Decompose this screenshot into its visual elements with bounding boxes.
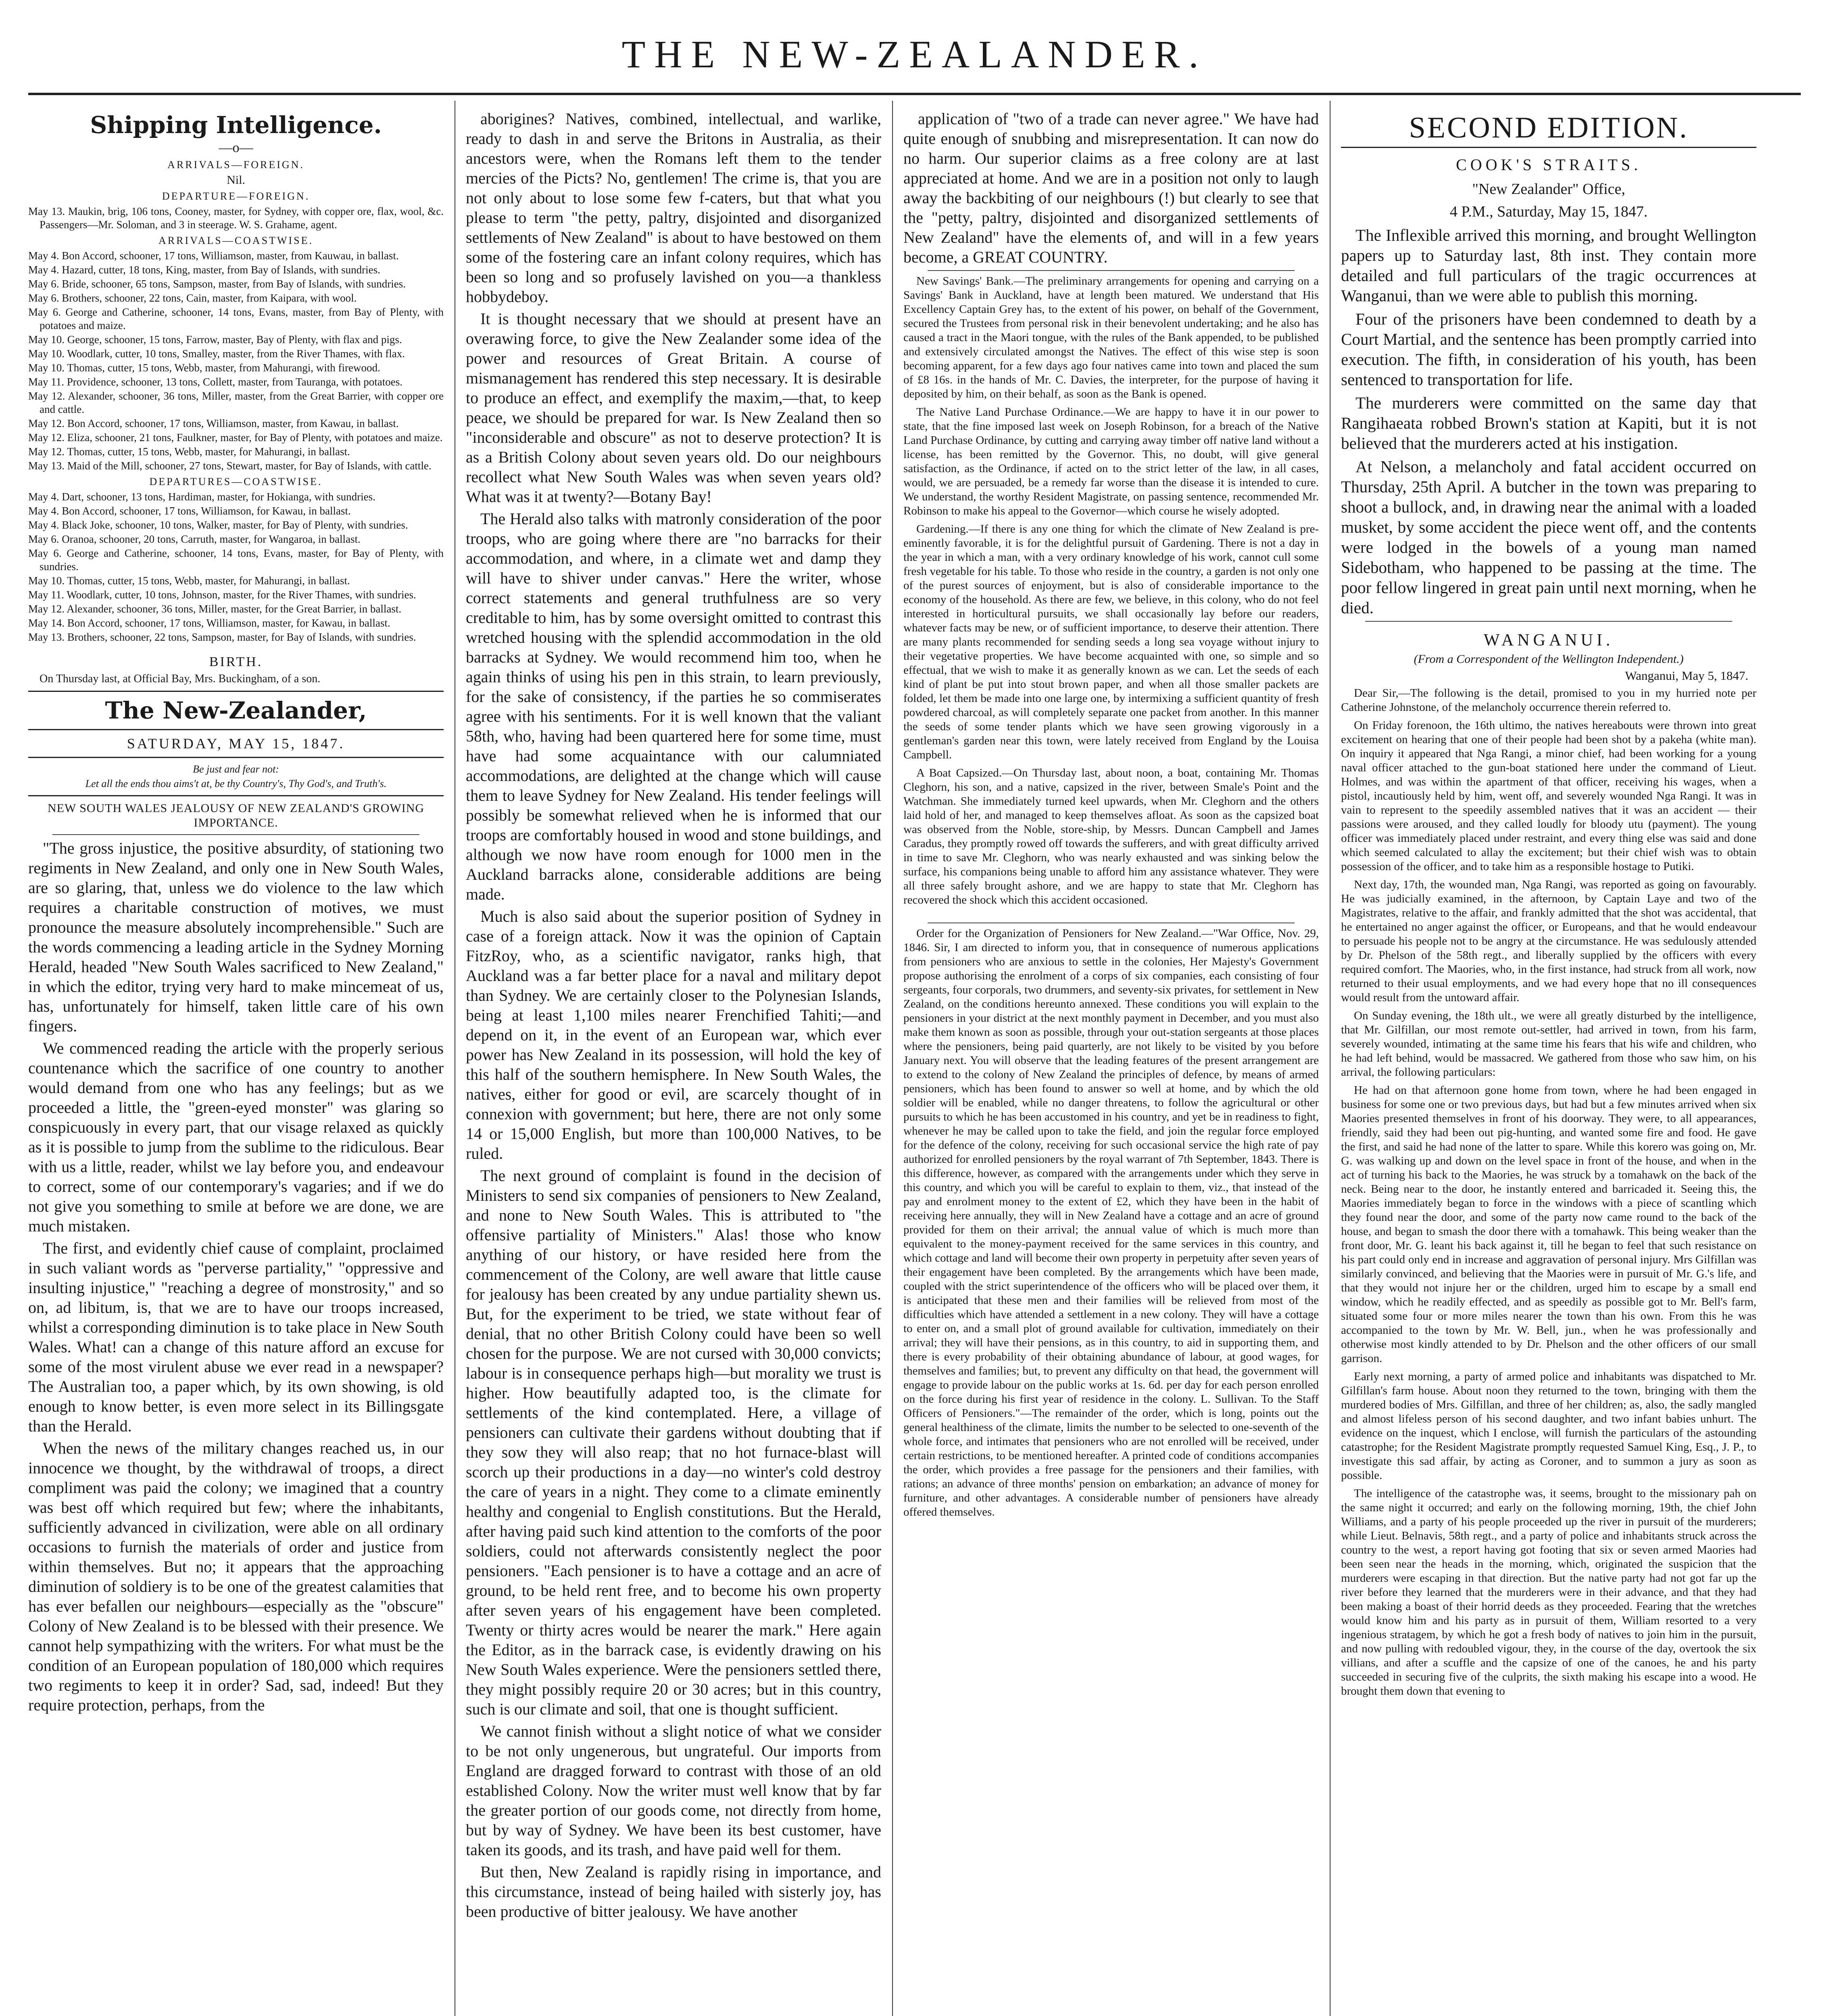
- arrivals-coastwise-list: [28, 249, 444, 473]
- arrivals-coastwise-label: ARRIVALS—COASTWISE.: [158, 235, 313, 246]
- article-paragraph: The next ground of complaint is found in the decision of Ministers to send six companies of pensioners to New Zealand, and none to New South Wales. This is attributed to "the offensive partiality of Ministers." Alas! those who know anything of our history, or have resided here from the commencement of the Colony, are well aware that little cause for jealousy has been created by any undue partiality shewn us. But, for the experiment to be tried, we state without fear of denial, that no other British Colony could have been so well chosen for the purpose. We are not cursed with 30,000 convicts; labour is in consequence perhaps high—but morality we trust is higher. How beautifully adapted too, is the climate for settlements of the kind contemplated. Here, a village of pensioners can cultivate their gardens without doubting that if they sow they will also reap; that no hot furnace-blast will scorch up their productions in a day—no winter's cold destroy the care of years in a night. They come to a climate eminently healthy and congenial to English constitutions. But the Herald, after having paid such kind attention to the comforts of the poor soldiers, could not afterwards consistently neglect the poor pensioners. "Each pensioner is to have a cottage and an acre of ground, to be held rent free, and to become his own property after seven years of his engagement have been completed. Twenty or thirty acres would be nearer the mark." Here again the Editor, as in the barrack case, is evidently drawing on his New South Wales experience. Were the pensioners settled there, they might possibly require 20 or 30 acres; but in this country, such is our climate and soil, that one is thought sufficient.: [466, 1166, 881, 1718]
- shipping-entry: May 11. Woodlark, cutter, 10 tons, Johnson, master, for the River Thames, with sundries.: [28, 589, 416, 601]
- wanganui-heading: WANGANUI.: [1483, 631, 1614, 650]
- second-edition-paragraph: At Nelson, a melancholy and fatal accident occurred on Thursday, 25th April. A butcher in the town was preparing to shoot a bullock, and, in drawing near the animal with a loaded musket, by some accident the piece went off, and the contents were lodged in the bowels of a young man named Sidebotham, who happened to be passing at the time. The poor fellow lingered in great pain until next morning, when he died.: [1341, 457, 1756, 617]
- shipping-entry: May 10. George, schooner, 15 tons, Farrow, master, Bay of Plenty, with flax and pigs.: [28, 333, 402, 346]
- shipping-entry: May 4. Bon Accord, schooner, 17 tons, Williamson, master, from Kauwau, in ballast.: [28, 250, 399, 262]
- divider: [928, 270, 1295, 271]
- letter-paragraph: Early next morning, a party of armed police and inhabitants was dispatched to Mr. Gilfillan's farm house. About noon they returned to the town, bringing with them the murdered bodies of Mrs. Gilfillan, and three of her children; as, also, the sadly mangled and almost lifeless person of his second daughter, and two infant babies unhurt. The evidence on the inquest, which I enclose, will furnish the particulars of the astounding catastrophe; for the Resident Magistrate promptly requested Samuel King, Esq., J. P., to investigate this sad affair, by acting as Coroner, and to summon a jury as soon as possible.: [1341, 1370, 1756, 1482]
- divider: [1365, 621, 1732, 622]
- wanganui-dateline: Wanganui, May 5, 1847.: [1625, 669, 1748, 683]
- shipping-entry: May 6. Brothers, schooner, 22 tons, Cain, master, from Kaipara, with wool.: [28, 292, 357, 304]
- news-notice: The Native Land Purchase Ordinance.—We are happy to have it in our power to state, that the fine imposed last week on Joseph Robinson, for a breach of the Native Land Purchase Ordinance, by cutting and carrying away timber off native land without a license, has been remitted by the Governor. This, no doubt, will give general satisfaction, as the Ordinance, if acted on to the strict letter of the law, in all cases, would, we are persuaded, be a remedy far worse than the disease it is intended to cure. We understand, the worthy Resident Magistrate, on passing sentence, recommended Mr. Robinson to make his appeal to the Governor—which course he wisely adopted.: [903, 406, 1319, 517]
- shipping-heading: Shipping Intelligence.: [90, 111, 382, 139]
- column-rule: [892, 101, 893, 2016]
- shipping-entry: May 12. Alexander, schooner, 36 tons, Miller, master, for the Great Barrier, in ballast.: [28, 603, 402, 615]
- separator: —o—: [219, 140, 253, 155]
- cooks-straits-heading: COOK'S STRAITS.: [1456, 156, 1642, 174]
- arrivals-foreign-label: ARRIVALS—FOREIGN.: [167, 159, 304, 171]
- article-paragraph: We cannot finish without a slight notice of what we consider to be not only ungenerous, but ungrateful. Our imports from England are dragged forward to contrast with those of an old established Colony. Now the writer must well know that by far the greater portion of our goods come, not directly from home, but by way of Sydney. We have been its best customer, have taken its goods, and its trash, and have paid well for them.: [466, 1722, 881, 1859]
- article-paragraph: It is thought necessary that we should at present have an overawing force, to give the New Zealander some idea of the power and resources of Great Britain. A course of mismanagement has rendered this step necessary. It is desirable to produce an effect, and exemplify the maxim,—that, to keep peace, we should be prepared for war. Is New Zealand then so "inconsiderable and obscure" as not to deserve protection? It is as a British Colony about seven years old. Do our neighbours recollect what New South Wales was when seven years old? What was it at twenty?—Botany Bay!: [466, 310, 881, 506]
- masthead-rule: [28, 93, 1801, 95]
- shipping-entry: May 6. George and Catherine, schooner, 14 tons, Evans, master, from Bay of Plenty, with potatoes and maize.: [28, 306, 444, 331]
- second-edition-heading: SECOND EDITION.: [1341, 109, 1756, 148]
- shipping-entry: May 6. Bride, schooner, 65 tons, Sampson, master, from Bay of Islands, with sundries.: [28, 278, 406, 290]
- column-4: [1341, 109, 1756, 2016]
- notices-list: [903, 274, 1319, 907]
- birth-notice: On Thursday last, at Official Bay, Mrs. Buckingham, of a son.: [40, 673, 321, 685]
- shipping-entry: May 14. Bon Accord, schooner, 17 tons, Williamson, master, for Kawau, in ballast.: [28, 617, 390, 629]
- office-line-2: 4 P.M., Saturday, May 15, 1847.: [1449, 203, 1648, 220]
- shipping-entry: May 12. Alexander, schooner, 36 tons, Miller, master, from the Great Barrier, with copper ore and cattle.: [28, 390, 444, 415]
- article-paragraph: aborigines? Natives, combined, intellectual, and warlike, ready to dash in and serve the Britons in Australia, as their ancestors were, when the Romans left them to the tender mercies of the Picts? No, gentlemen! The crime is, that you are not only about to lose some few f-caters, but that what you please to term "the petty, paltry, disjointed and disorganized settlements of New Zealand" is about to have bestowed on them some of the fostering care an infant colony requires, which has been so long and so profusely lavished on you—a thankless hobbydeboy.: [466, 110, 881, 306]
- column-rule: [1330, 101, 1331, 2016]
- article-paragraph: When the news of the military changes reached us, in our innocence we thought, by the withdrawal of troops, a direct compliment was paid the colony; we imagined that a country was best off which required but few; where the inhabitants, sufficiently advanced in civilization, were able on all ordinary occasions to furnish the materials of order and justice from within themselves. But no; it appears that the approaching diminution of soldiery is to be one of the greatest calamities that has ever befallen our neighbours—especially as the "obscure" Colony of New Zealand is to be blessed with their presence. We cannot help sympathizing with the writers. For what must be the condition of an European population of 180,000 which requires two regiments to keep it in order? Sad, sad, indeed! But they require protection, perhaps, from the: [28, 1439, 444, 1714]
- paper-title: The New-Zealander,: [105, 697, 367, 724]
- masthead: THE NEW-ZEALANDER.: [621, 33, 1208, 76]
- letter-paragraph: Dear Sir,—The following is the detail, promised to you in my hurried note per Catherine Johnstone, of the melancholy occurrence therein referred to.: [1341, 687, 1756, 714]
- article-paragraph: "The gross injustice, the positive absurdity, of stationing two regiments in New Zealand, and only one in New South Wales, are so glaring, that, unless we do violence to the law which requires a charitable construction of motives, we must pronounce the measure absolutely incomprehensible." Such are the words commencing a leading article in the Sydney Morning Herald, headed "New South Wales sacrificed to New Zealand," in which the editor, trying very hard to make mincemeat of us, has, unfortunately for himself, taken little care of his own fingers.: [28, 839, 444, 1035]
- birth-heading: BIRTH.: [209, 654, 263, 669]
- shipping-entry: May 12. Eliza, schooner, 21 tons, Faulkner, master, for Bay of Plenty, with potatoes and maize.: [28, 431, 443, 444]
- wanganui-letter: [1341, 686, 1756, 1698]
- second-edition-body: [1341, 225, 1756, 618]
- column-2: [466, 109, 881, 2016]
- divider: [28, 691, 444, 692]
- second-edition-paragraph: The Inflexible arrived this morning, and brought Wellington papers up to Saturday last, 8th inst. They contain more detailed and full particulars of the tragic occurrences at Wanganui, than we were able to publish this morning.: [1341, 226, 1756, 305]
- office-line-1: "New Zealander" Office,: [1472, 181, 1625, 198]
- shipping-entry: May 4. Hazard, cutter, 18 tons, King, master, from Bay of Islands, with sundries.: [28, 264, 380, 276]
- article-body-col2: [466, 109, 881, 1921]
- shipping-entry: May 4. Dart, schooner, 13 tons, Hardiman, master, for Hokianga, with sundries.: [28, 491, 375, 503]
- shipping-entry: May 4. Black Joke, schooner, 10 tons, Walker, master, for Bay of Plenty, with sundries.: [28, 519, 408, 531]
- shipping-entry: May 4. Bon Accord, schooner, 17 tons, Williamson, for Kawau, in ballast.: [28, 505, 351, 517]
- departure-foreign-list: [28, 205, 444, 231]
- article-paragraph: The Herald also talks with matronly consideration of the poor troops, who are going where there are "no barracks for their accommodation, and where, in a climate wet and damp they will have to shiver under canvas." Here the writer, whose correct statements and general truthfulness are so very creditable to him, has by some oversight omitted to contrast this wretched housing with the splendid accommodation in the old barracks at Sydney. We would recommend him too, when he again thinks of using his pen in this strain, to learn previously, for the sake of consistency, if the parties he so commiserates agree with his sentiments. For it is well known that the valiant 58th, who, having had been quartered here for some time, must have had some acquaintance with our calumniated accommodations, are delighted at the change which will cause them to leave Sydney for New Zealand. His tender feelings will possibly be somewhat relieved when he is informed that our troops are comfortably housed in wood and stone buildings, and although we now have room enough for 1000 men in the Auckland barracks alone, considerable additions are being made.: [466, 510, 881, 903]
- column-1: [28, 109, 444, 2016]
- letter-paragraph: On Friday forenoon, the 16th ultimo, the natives hereabouts were thrown into great excitement on hearing that one of their people had been shot by a pakeha (white man). On inquiry it appeared that Nga Rangi, a minor chief, had been working for a young naval officer attached to the gun-boat stationed here under the command of Lieut. Holmes, and was within the apartment of that officer, receiving his wages, when a pistol, incautiously held by him, went off, and severely wounded Nga Rangi. It was in vain to represent to the speedily assembled natives that it was an accident — their passions were aroused, and they called loudly for bloody utu (payment). The young officer was immediately placed under restraint, and every thing else was said and done which seemed calculated to allay the excitement; but their chief wish was to obtain possession of the officer, and to take him as a responsible hostage to Putiki.: [1341, 719, 1756, 873]
- article-conclusion: application of "two of a trade can never agree." We have had quite enough of snubbing and misrepresentation. It can now do no harm. Our superior claims as a free colony are at last appreciated at home. And we are in a position not only to laugh away the backbiting of our neighbours (!) but clearly to see that the "petty, paltry, disjointed and disorganized settlements of New Zealand" have the elements of, and will in a few years become, a GREAT COUNTRY.: [903, 110, 1319, 266]
- divider: [28, 795, 444, 796]
- news-notice: Gardening.—If there is any one thing for which the climate of New Zealand is pre-eminently favorable, it is for the delightful pursuit of Gardening. There is not a day in the year in which a man, with a very ordinary knowledge of his work, cannot cull some fresh vegetable for his table. To those who reside in the country, a garden is not only one of the purest sources of enjoyment, but is also of considerable importance to the economy of the household. As there are few, we believe, in this colony, who do not feel interested in horticultural pursuits, we shall occasionally lay before our readers, whatever facts may be new, or of sufficient importance, to deserve their attention. There are many plants recommended for sending seeds a long sea voyage without injury to their vegetative properties. We have become acquainted with one, so simple and so effectual, that we wish to make it as generally known as we can. Let the seeds of each kind of plant be put into stout brown paper, and when all those smaller packets are folded, let them be made into one large one, by intermixing a sufficient quantity of fresh powdered charcoal, as will completely separate one packet from another. In this manner the seeds of some tender plants which we have seen growing vigorously in a gentleman's garden near this town, were lately received from England by the Louisa Campbell.: [903, 523, 1319, 761]
- arrivals-foreign-value: Nil.: [227, 173, 245, 187]
- divider: [28, 757, 444, 758]
- article-title: NEW SOUTH WALES JEALOUSY OF NEW ZEALAND'S GROWING IMPORTANCE.: [47, 802, 425, 829]
- divider: [28, 729, 444, 730]
- motto-line-1: Be just and fear not:: [193, 763, 279, 775]
- letter-paragraph: Next day, 17th, the wounded man, Nga Rangi, was reported as going on favourably. He was judicially examined, in the afternoon, by Captain Laye and two of the Magistrates, relative to the affair, and frankly admitted that the shot was accidental, that he entertained no anger against the officer, or Europeans, and that he would endeavour to persuade his people not to be angry at the circumstance. He was sedulously attended by Dr. Phelson of the 58th regt., and liberally supplied by the officers with every required comfort. The Maories, who, in the first instance, had struck from all work, now returned to their usual employments, and we had every hope that no ill consequences would result from the untoward affair.: [1341, 878, 1756, 1004]
- shipping-entry: May 13. Maukin, brig, 106 tons, Cooney, master, for Sydney, with copper ore, flax, wool, &c. Passengers—Mr. Soloman, and 3 in steerage. W. S. Grahame, agent.: [28, 205, 444, 231]
- second-edition-paragraph: Four of the prisoners have been condemned to death by a Court Martial, and the sentence has been promptly carried into execution. The fifth, in consideration of his youth, has been sentenced to transportation for life.: [1341, 310, 1756, 389]
- departures-coastwise-list: [28, 490, 444, 644]
- article-paragraph: The first, and evidently chief cause of complaint, proclaimed in such valiant words as "perverse partiality," "oppressive and insulting injustice," "reaching a degree of monstrosity," and so on, ad libitum, is, that we are to have our troops increased, whilst a corresponding diminution is to take place in New South Wales. What! can a change of this nature afford an excuse for some of the most virulent abuse we ever read in a newspaper? The Australian too, a paper which, by its own showing, is old enough to know better, is even more select in its Billingsgate than the Herald.: [28, 1239, 444, 1435]
- shipping-entry: May 6. George and Catherine, schooner, 14 tons, Evans, master, for Bay of Plenty, with sundries.: [28, 547, 444, 573]
- departures-coastwise-label: DEPARTURES—COASTWISE.: [149, 476, 323, 487]
- letter-paragraph: The intelligence of the catastrophe was, it seems, brought to the missionary pah on the same night it occurred; and early on the following morning, 19th, the chief John Williams, and a party of his people proceeded up the river in pursuit of the murderers; while Lieut. Belnavis, 58th regt., and a party of police and inhabitants struck across the country to the west, a report having got footing that six or seven armed Maories had been seen near the heads in the morning, which, originated the suspicion that the murderers were escaping in that direction. But the native party had not got far up the river before they learned that the murderers were in their advance, and that they had been making a boast of their horrid deeds as they proceeded. Fearing that the wretches would know him and his party as in pursuit of them, William resorted to a very ingenious stratagem, by which he got a fresh body of natives to join him in the pursuit, and now pulling with redoubled vigour, they, in the course of the day, overtook the six villians, and after a scuffle and the capsize of one of the canoes, he and his party succeeded in securing five of the culprits, the sixth making his escape into a wood. He brought them down that evening to: [1341, 1487, 1756, 1697]
- shipping-entry: May 10. Thomas, cutter, 15 tons, Webb, master, for Mahurangi, in ballast.: [28, 575, 350, 587]
- article-paragraph: We commenced reading the article with the properly serious countenance which the sacrifice of one country to another would demand from one who has any feelings; but as we proceeded a little, the "green-eyed monster" was glaring so conspicuously in every part, that our visage relaxed as quickly as it is possible to jump from the sublime to the ridiculous. Bear with us a little, reader, whilst we lay before you, and endeavour to correct, some of our contemporary's vagaries; and if we do not give you something to smile at before we are done, we are much mistaken.: [28, 1039, 444, 1235]
- letter-paragraph: He had on that afternoon gone home from town, where he had been engaged in business for some one or two previous days, but had but a few minutes arrived when six Maories presented themselves in front of his doorway. They were, to all appearances, friendly, said they had been out pig-hunting, and wanted some fire and food. He gave the first, and said he had none of the latter to spare. While this korero was going on, Mr. G. was walking up and down on the level space in front of the house, and when in the act of turning his back to the Maories, he was struck by a tomahawk on the back of the neck. Being near to the door, he instantly entered and barricaded it. Seeing this, the Maories immediately began to force in the windows with a piece of scantling which they found near the door, and some of the party now came round to the back of the house, and began to smash the door there with a tomahawk. This being weaker than the front door, Mr. G. leant his back against it, till he began to feel that such resistance on his part could only end in increase and aggravation of personal injury. Mrs Gilfillan was similarly convinced, and believing that the Maories were in pursuit of Mr. G.'s life, and that they would not injure her or the children, urged him to escape by a small end window, which he readily effected, and as speedily as possible got to Mr. Bell's farm, situated some four or more miles nearer the town than his own. From this he was accompanied to the town by Mr. W. Bell, jun., when he was professionally and otherwise most kindly attended to by Dr. Phelson and the other officers of our small garrison.: [1341, 1084, 1756, 1365]
- article-body-col1: [28, 838, 444, 1715]
- shipping-entry: May 6. Oranoa, schooner, 20 tons, Carruth, master, for Wangaroa, in ballast.: [28, 533, 361, 545]
- shipping-entry: May 13. Brothers, schooner, 22 tons, Sampson, master, for Bay of Islands, with sundries.: [28, 631, 416, 643]
- article-paragraph: But then, New Zealand is rapidly rising in importance, and this circumstance, instead of being hailed with sisterly joy, has been productive of bitter jealousy. We have another: [466, 1863, 881, 1920]
- newspaper-page: [28, 16, 1801, 2016]
- shipping-entry: May 10. Woodlark, cutter, 10 tons, Smalley, master, from the River Thames, with flax.: [28, 348, 405, 360]
- pensioners-order: Order for the Organization of Pensioners for New Zealand.—"War Office, Nov. 29, 1846. Sir, I am directed to inform you, that in consequence of numerous applications from pensioners who are anxious to settle in the colonies, Her Majesty's Government propose authorising the enrolment of a corps of six companies, each consisting of four sergeants, four corporals, two drummers, and seventy-six privates, for settlement in New Zealand, on the conditions hereunto annexed. These conditions you will explain to the pensioners in your district at the next monthly payment in December, and you must also make them known as soon as possible, through your out-station sergeants at those places where the pensioners, being paid quarterly, are not likely to be visited by you before January next. You will observe that the leading features of the present arrangement are to extend to the colony of New Zealand the principles of defence, by means of armed pensioners, which has been found to answer so well at home, and by which the old soldier will be enabled, while no danger threatens, to follow the agricultural or other pursuits to which he has been accustomed in his country, and yet be in readiness to fight, whenever he may be called upon to take the field, and join the regular force employed for the defence of the colony, receiving for such occasional service the high rate of pay authorized for enrolled pensioners by the royal warrant of 7th September, 1843. There is this difference, however, as compared with the arrangements under which they serve in this country, and which you will be careful to explain to them, viz., that instead of the pay and enrolment money to the extent of £2, which they have been in the habit of receiving here annually, they will in New Zealand have a cottage and an acre of ground provided for them on their arrival; the annual value of which is much more than equivalent to the money-payment received for the same services in this country, and which cottage and land will become their own property in perpetuity after seven years of their engagement have been completed. By the arrangements which have been made, coupled with the strict superintendence of the officers who will be placed over them, it is anticipated that these men and their families will be relieved from most of the difficulties which have attended a settlement in a new colony. They will have a cottage to enter on, and a small plot of ground available for cultivation, immediately on their arrival; they will have their pensions, as in this country, to aid in supporting them, and there is every probability of their obtaining abundance of labour, at good wages, for themselves and families; but, to prevent any difficulty on that head, the government will engage to provide labour on the public works at 1s. 6d. per day for each person enrolled on the force during his first year of residence in the colony. L. Sullivan. To the Staff Officers of Pensioners."—The remainder of the order, which is long, points out the general healthiness of the climate, limits the number to be selected to one-seventh of the whole force, and intimates that pensioners who are not enrolled will be received, under certain restrictions, to be mentioned hereafter. A printed code of conditions accompanies the order, which provides a free passage for the pensioners and their families, with rations; an advance of three months' pension on embarkation; an advance of money for furniture, and other advantages. A considerable number of pensioners have already offered themselves.: [903, 927, 1319, 1518]
- second-edition-paragraph: The murderers were committed on the same day that Rangihaeata robbed Brown's station at Kapiti, but it is not believed that the murderers acted at his instigation.: [1341, 394, 1756, 452]
- shipping-entry: May 13. Maid of the Mill, schooner, 27 tons, Stewart, master, for Bay of Islands, with cattle.: [28, 460, 432, 472]
- article-paragraph: Much is also said about the superior position of Sydney in case of a foreign attack. Now it was the opinion of Captain FitzRoy, who, as a scientific navigator, ranks high, that Auckland was a far better place for a naval and military depot than Sydney. We are certainly closer to the Polynesian Islands, being at least 1,100 miles nearer Frenchified Tahiti;—and depend on it, in the event of an European war, which ever power has New Zealand in its possession, will hold the key of this half of the southern hemisphere. In New South Wales, the natives, either for good or evil, are scarcely thought of in connexion with government; but here, there are not only some 14 or 15,000 English, but more than 100,000 Natives, to be ruled.: [466, 907, 881, 1162]
- news-notice: A Boat Capsized.—On Thursday last, about noon, a boat, containing Mr. Thomas Cleghorn, his son, and a native, capsized in the river, between Smale's Point and the Watchman. She immediately turned keel upwards, when Mr. Cleghorn and the others laid hold of her, and managed to keep themselves afloat. As soon as the capsized boat was observed from the Noble, store-ship, by Messrs. Duncan Campbell and James Caradus, they promptly rowed off towards the sufferers, and with great difficulty arrived in time to save Mr. Cleghorn, who was nearly exhausted and was sinking below the surface, his companions being unable to afford him any assistance whatever. They were all three safely brought ashore, and we are happy to state that Mr. Cleghorn has recovered the shock which this accident occasioned.: [903, 766, 1319, 906]
- divider: [52, 834, 419, 835]
- spacer: [903, 911, 1319, 919]
- shipping-entry: May 12. Thomas, cutter, 15 tons, Webb, master, for Mahurangi, in ballast.: [28, 446, 350, 458]
- issue-date: SATURDAY, MAY 15, 1847.: [127, 735, 345, 752]
- shipping-entry: May 12. Bon Accord, schooner, 17 tons, Williamson, master, from Kawau, in ballast.: [28, 417, 399, 429]
- departure-foreign-label: DEPARTURE—FOREIGN.: [162, 190, 310, 202]
- news-notice: New Savings' Bank.—The preliminary arrangements for opening and carrying on a Savings' Bank in Auckland, have at length been matured. We understand that His Excellency Captain Grey has, to the extent of his power, on behalf of the Government, secured the Trustees from personal risk in their benevolent undertaking; and he also has caused a tract in the Maori tongue, with the rules of the Bank appended, to be published and extensively circulated amongst the Natives. The effect of this wise step is soon becoming apparent, for a few days ago four natives came into town and placed the sum of £8 16s. in the hands of Mr. C. Davies, the interpreter, for the purpose of having it deposited by him, on their behalf, as soon as the Bank is opened.: [903, 275, 1319, 400]
- wanganui-source: (From a Correspondent of the Wellington Independent.): [1414, 652, 1684, 666]
- shipping-entry: May 11. Providence, schooner, 13 tons, Collett, master, from Tauranga, with potatoes.: [28, 376, 403, 388]
- column-3: [903, 109, 1319, 2016]
- shipping-entry: May 10. Thomas, cutter, 15 tons, Webb, master, from Mahurangi, with firewood.: [28, 362, 380, 374]
- letter-paragraph: On Sunday evening, the 18th ult., we were all greatly disturbed by the intelligence, that Mr. Gilfillan, our most remote out-settler, had arrived in town, from his farm, severely wounded, intimating at the same time his fears that his wife and children, who he had left behind, would be massacred. We gathered from those who saw him, on his arrival, the following particulars:: [1341, 1009, 1756, 1079]
- motto-line-2: Let all the ends thou aims't at, be thy Country's, Thy God's, and Truth's.: [85, 778, 387, 789]
